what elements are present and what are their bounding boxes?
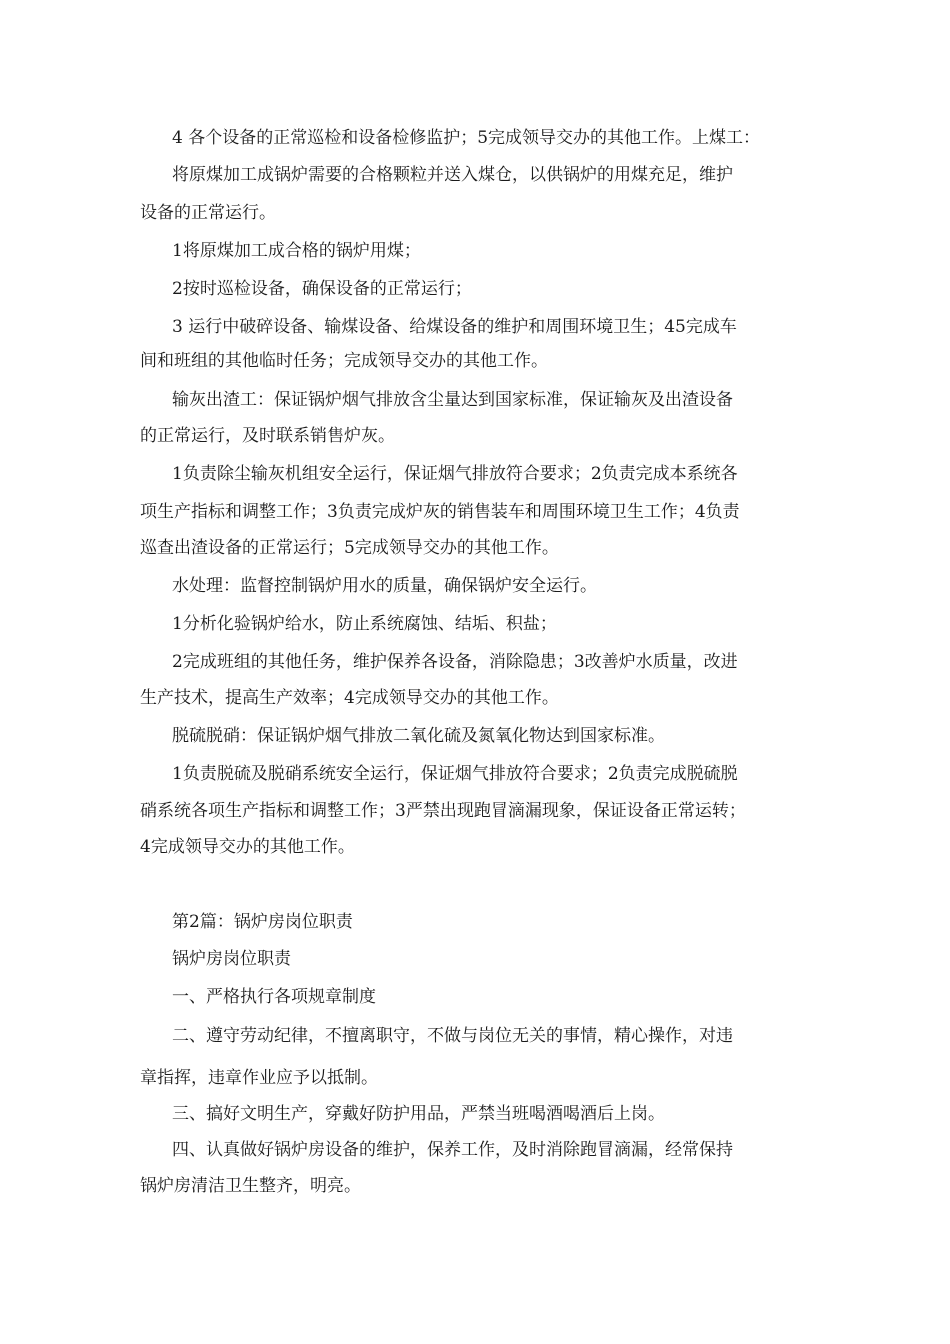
text-line: 项生产指标和调整工作；3负责完成炉灰的销售装车和周围环境卫生工作；4负责 (140, 502, 740, 522)
text-line: 3 运行中破碎设备、输煤设备、给煤设备的维护和周围环境卫生；45完成车 (172, 317, 737, 337)
text-line: 巡查出渣设备的正常运行；5完成领导交办的其他工作。 (140, 538, 559, 558)
text-line: 输灰出渣工：保证锅炉烟气排放含尘量达到国家标准，保证输灰及出渣设备 (172, 390, 733, 410)
text-line: 将原煤加工成锅炉需要的合格颗粒并送入煤仓，以供锅炉的用煤充足，维护 (172, 165, 733, 185)
text-line: 1负责脱硫及脱硝系统安全运行，保证烟气排放符合要求；2负责完成脱硫脱 (172, 764, 738, 784)
text-line: 1负责除尘输灰机组安全运行，保证烟气排放符合要求；2负责完成本系统各 (172, 464, 738, 484)
text-line: 生产技术，提高生产效率；4完成领导交办的其他工作。 (140, 688, 559, 708)
text-line: 间和班组的其他临时任务；完成领导交办的其他工作。 (140, 351, 548, 371)
text-line: 1将原煤加工成合格的锅炉用煤； (172, 241, 421, 261)
text-line: 2完成班组的其他任务，维护保养各设备，消除隐患；3改善炉水质量，改进 (172, 652, 738, 672)
text-line: 脱硫脱硝：保证锅炉烟气排放二氧化硫及氮氧化物达到国家标准。 (172, 726, 665, 746)
text-line: 的正常运行，及时联系销售炉灰。 (140, 426, 395, 446)
text-line: 4 各个设备的正常巡检和设备检修监护；5完成领导交办的其他工作。上煤工： (172, 128, 761, 148)
text-line: 4完成领导交办的其他工作。 (140, 837, 355, 857)
section-title: 锅炉房岗位职责 (172, 949, 291, 969)
text-line: 一、严格执行各项规章制度 (172, 987, 376, 1007)
text-line: 1分析化验锅炉给水，防止系统腐蚀、结垢、积盐； (172, 614, 557, 634)
text-line: 四、认真做好锅炉房设备的维护，保养工作，及时消除跑冒滴漏，经常保持 (172, 1140, 733, 1160)
text-line: 三、搞好文明生产，穿戴好防护用品，严禁当班喝酒喝酒后上岗。 (172, 1104, 665, 1124)
text-line: 锅炉房清洁卫生整齐，明亮。 (140, 1176, 361, 1196)
text-line: 水处理：监督控制锅炉用水的质量，确保锅炉安全运行。 (172, 576, 597, 596)
text-line: 2按时巡检设备，确保设备的正常运行； (172, 279, 472, 299)
text-line: 硝系统各项生产指标和调整工作；3严禁出现跑冒滴漏现象，保证设备正常运转； (140, 801, 746, 821)
section-heading: 第2篇：锅炉房岗位职责 (172, 912, 353, 932)
text-line: 章指挥，违章作业应予以抵制。 (140, 1068, 378, 1088)
text-line: 设备的正常运行。 (140, 203, 276, 223)
text-line: 二、遵守劳动纪律，不擅离职守，不做与岗位无关的事情，精心操作，对违 (172, 1026, 733, 1046)
